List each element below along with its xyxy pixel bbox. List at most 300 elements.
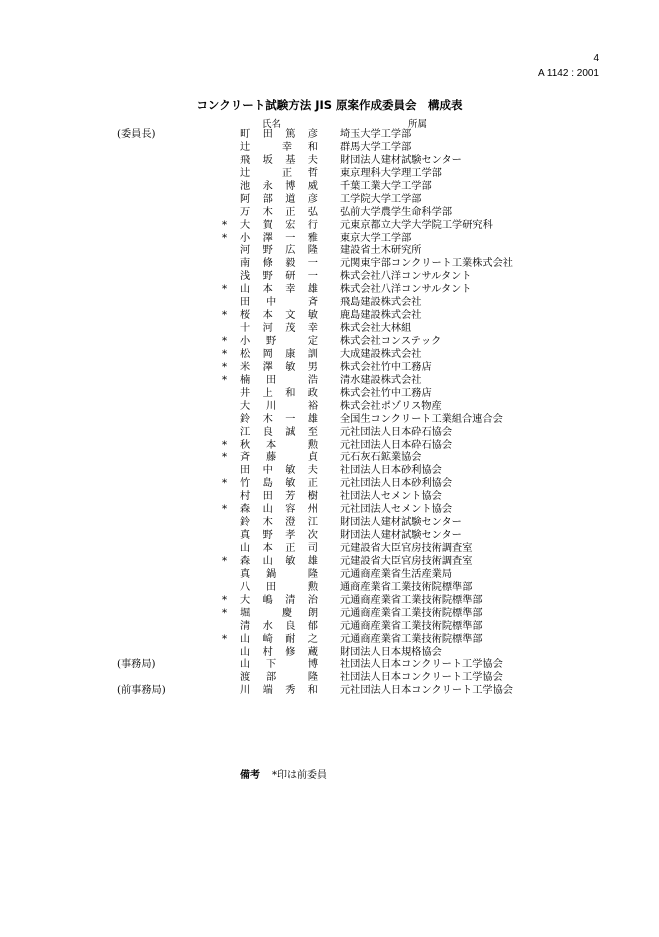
member-name	[240, 220, 318, 233]
member-name-char: 隆	[307, 245, 318, 257]
member-name-char: 良	[285, 620, 296, 632]
former-member-mark: *	[222, 348, 228, 360]
member-affiliation: 社団法人日本コンクリート工学協会	[340, 659, 503, 671]
member-affiliation: 社団法人日本砂利協会	[340, 465, 442, 477]
member-affiliation: 建設省土木研究所	[340, 245, 422, 257]
member-name	[240, 297, 318, 310]
member-row	[0, 297, 659, 310]
member-role: (前事務局)	[117, 685, 166, 697]
member-name	[240, 569, 318, 582]
member-name	[240, 375, 318, 388]
member-name-char: 鈴	[240, 413, 251, 425]
member-name	[240, 336, 318, 349]
member-name-char: 阿	[240, 193, 251, 205]
member-name-char: 耐	[285, 633, 296, 645]
member-name	[240, 659, 318, 672]
member-name-char: 政	[307, 387, 318, 399]
member-name-char: 夫	[307, 154, 318, 166]
member-affiliation: 株式会社ポゾリス物産	[340, 400, 442, 412]
member-name-char: 本	[262, 543, 273, 554]
member-row	[0, 440, 659, 453]
member-name-char: 村	[262, 646, 273, 658]
member-name-char: 敏	[285, 555, 296, 567]
member-name-char: 川	[240, 685, 251, 697]
member-row	[0, 556, 659, 569]
member-name-char: 永	[262, 180, 273, 192]
member-affiliation: 元通商産業省生活産業局	[340, 568, 453, 580]
member-name-char: 江	[307, 517, 318, 529]
member-name-char: 宏	[285, 219, 296, 231]
member-affiliation: 財団法人日本規格協会	[340, 646, 442, 658]
member-name-char: 毅	[285, 258, 296, 270]
member-name	[240, 323, 318, 336]
member-name-char: 夫	[307, 465, 318, 477]
member-row	[0, 349, 659, 362]
member-affiliation: 元社団法人セメント協会	[340, 504, 453, 516]
member-affiliation: 弘前大学農学生命科学部	[340, 206, 453, 218]
member-name	[240, 388, 318, 401]
member-name-char: 慶	[281, 607, 292, 619]
remarks-label: 備考	[240, 770, 260, 781]
member-name	[240, 465, 318, 478]
member-row	[0, 478, 659, 491]
member-name-char: 山	[262, 555, 273, 567]
member-name-char: 幸	[285, 284, 296, 296]
member-name-char: 斉	[240, 452, 251, 464]
member-name-char: 坂	[262, 154, 273, 166]
member-name-char: 真	[240, 530, 251, 542]
member-name-char: 本	[262, 310, 273, 322]
member-name-char: 堀	[240, 607, 251, 619]
member-name-char: 敏	[307, 310, 318, 322]
member-row	[0, 569, 659, 582]
column-header-name: 氏名	[262, 119, 282, 130]
member-name-char: 雅	[307, 232, 318, 244]
former-member-mark: *	[222, 452, 228, 464]
member-name-char: 澤	[262, 232, 273, 244]
member-name-char: 芳	[285, 491, 296, 503]
member-row	[0, 362, 659, 375]
member-name-char: 幸	[307, 323, 318, 335]
member-name	[240, 608, 318, 621]
member-name-char: 桜	[240, 310, 251, 322]
member-name	[240, 491, 318, 504]
member-row	[0, 284, 659, 297]
member-name-char: 行	[307, 219, 318, 231]
former-member-mark: *	[222, 594, 228, 606]
member-name-char: 彦	[307, 193, 318, 205]
member-affiliation: 全国生コンクリート工業組合連合会	[340, 413, 503, 425]
remarks	[240, 766, 327, 781]
member-name	[240, 582, 318, 595]
member-name-char: 博	[285, 180, 296, 192]
member-name	[240, 181, 318, 194]
member-name-char: 島	[262, 478, 273, 490]
member-name-char: 之	[307, 633, 318, 645]
member-name-char: 田	[240, 465, 251, 477]
member-name	[240, 530, 318, 543]
member-row	[0, 659, 659, 672]
member-name-char: 博	[307, 659, 318, 671]
member-name-char: 澄	[285, 517, 296, 529]
member-affiliation: 工学院大学工学部	[340, 193, 422, 205]
member-name-char: 朗	[307, 607, 318, 619]
member-row	[0, 233, 659, 246]
member-name	[240, 621, 318, 634]
member-affiliation: 飛島建設株式会社	[340, 297, 422, 309]
member-name-char: 田	[240, 297, 251, 309]
member-row	[0, 517, 659, 530]
member-name-char: 敏	[285, 465, 296, 477]
member-name	[240, 271, 318, 284]
member-name-char: 水	[262, 620, 273, 632]
member-name-char: 孝	[285, 530, 296, 542]
member-affiliation: 財団法人建材試験センター	[340, 530, 462, 542]
member-name-char: 樹	[307, 491, 318, 503]
member-affiliation: 株式会社竹中工務店	[340, 361, 432, 373]
member-row	[0, 220, 659, 233]
member-name	[240, 452, 318, 465]
member-row	[0, 336, 659, 349]
member-affiliation: 財団法人建材試験センター	[340, 154, 462, 166]
member-name-char: 野	[262, 271, 273, 283]
member-name-char: 基	[285, 154, 296, 166]
member-name-char: 次	[307, 530, 318, 542]
member-name-char: 一	[307, 271, 318, 283]
member-affiliation: 東京理科大学理工学部	[340, 167, 442, 179]
member-row	[0, 427, 659, 440]
member-row	[0, 245, 659, 258]
former-member-mark: *	[222, 310, 228, 322]
former-member-mark: *	[222, 219, 228, 231]
member-name-char: 容	[285, 504, 296, 516]
member-name-char: 隆	[307, 672, 318, 684]
former-member-mark: *	[222, 555, 228, 567]
member-affiliation: 株式会社八洋コンサルタント	[340, 271, 472, 283]
page-title: コンクリート試験方法 JIS 原案作成委員会 構成表	[196, 98, 463, 112]
member-role: (委員長)	[117, 129, 156, 140]
member-affiliation: 元社団法人日本コンクリート工学協会	[340, 685, 513, 697]
member-name-char: 八	[240, 581, 251, 593]
member-affiliation: 元関東宇部コンクリート工業株式会社	[340, 258, 513, 270]
member-affiliation: 清水建設株式会社	[340, 374, 422, 386]
member-name-char: 良	[262, 426, 273, 438]
member-name-char: 一	[285, 413, 296, 425]
member-name-char: 雄	[307, 413, 318, 425]
member-name-char: 鈴	[240, 517, 251, 529]
member-name-char: 村	[240, 491, 251, 503]
member-row	[0, 155, 659, 168]
member-name-char: 田	[262, 129, 273, 140]
member-name-char: 藤	[266, 452, 277, 464]
member-row	[0, 595, 659, 608]
member-affiliation: 財団法人建材試験センター	[340, 517, 462, 529]
remarks-text: *印は前委員	[272, 770, 327, 781]
member-name	[240, 142, 318, 155]
member-name	[240, 440, 318, 453]
member-name-char: 十	[240, 323, 251, 335]
member-name-char: 雄	[307, 284, 318, 296]
member-affiliation: 元通商産業省工業技術院標準部	[340, 594, 483, 606]
member-name-char: 至	[307, 426, 318, 438]
former-member-mark: *	[222, 374, 228, 386]
member-name-char: 辻	[240, 141, 251, 153]
member-name-char: 池	[240, 180, 251, 192]
member-name-char: 小	[240, 336, 251, 347]
member-name-char: 本	[266, 439, 277, 451]
member-name-char: 雄	[307, 555, 318, 567]
member-affiliation: 元通商産業省工業技術院標準部	[340, 607, 483, 619]
member-name-char: 田	[266, 374, 277, 386]
member-name-char: 茂	[285, 323, 296, 335]
member-name-char: 南	[240, 258, 251, 270]
member-name-char: 町	[240, 129, 251, 140]
member-row	[0, 452, 659, 465]
member-row	[0, 491, 659, 504]
member-name-char: 米	[240, 361, 251, 373]
member-row	[0, 672, 659, 685]
member-name-char: 森	[240, 504, 251, 516]
member-name-char: 和	[307, 141, 318, 153]
column-header-affiliation: 所属	[408, 119, 428, 130]
member-affiliation: 株式会社大林組	[340, 323, 412, 335]
member-name-char: 河	[262, 323, 273, 335]
member-name-char: 山	[240, 633, 251, 645]
member-name-char: 田	[266, 581, 277, 593]
member-name-char: 清	[285, 594, 296, 606]
member-name	[240, 634, 318, 647]
former-member-mark: *	[222, 478, 228, 490]
member-name-char: 貞	[307, 452, 318, 464]
member-affiliation: 鹿島建設株式会社	[340, 310, 422, 322]
member-name-char: 康	[285, 348, 296, 360]
member-affiliation: 東京大学工学部	[340, 232, 412, 244]
member-affiliation: 社団法人セメント協会	[340, 491, 442, 503]
member-name-char: 研	[285, 271, 296, 283]
member-name-char: 川	[266, 400, 277, 412]
member-name-char: 江	[240, 426, 251, 438]
member-name-char: 山	[240, 646, 251, 658]
member-name-char: 和	[285, 387, 296, 399]
member-name-char: 敏	[285, 478, 296, 490]
member-name-char: 小	[240, 232, 251, 244]
member-name-char: 弘	[307, 206, 318, 218]
former-member-mark: *	[222, 633, 228, 645]
member-name-char: 木	[262, 517, 273, 529]
member-role: (事務局)	[117, 659, 156, 671]
member-name-char: 森	[240, 555, 251, 567]
member-name-char: 正	[285, 543, 296, 554]
member-name-char: 澤	[262, 361, 273, 373]
member-name-char: 楠	[240, 374, 251, 386]
member-affiliation: 株式会社竹中工務店	[340, 387, 432, 399]
member-row	[0, 194, 659, 207]
member-affiliation: 元社団法人日本砂利協会	[340, 478, 453, 490]
member-row	[0, 271, 659, 284]
member-name-char: 秀	[285, 685, 296, 697]
member-name-char: 野	[266, 336, 277, 347]
member-row	[0, 465, 659, 478]
member-name-char: 彦	[307, 129, 318, 140]
member-affiliation: 元石灰石鉱業協会	[340, 452, 422, 464]
member-name-char: 端	[262, 685, 273, 697]
member-affiliation: 千葉工業大学工学部	[340, 180, 432, 192]
member-affiliation: 株式会社コンステック	[340, 336, 442, 347]
member-name-char: 男	[307, 361, 318, 373]
member-name-char: 中	[266, 297, 277, 309]
member-row	[0, 207, 659, 220]
member-name	[240, 556, 318, 569]
member-name-char: 岡	[262, 348, 273, 360]
member-name-char: 山	[240, 284, 251, 296]
member-name-char: 真	[240, 568, 251, 580]
member-name	[240, 194, 318, 207]
member-name	[240, 310, 318, 323]
member-name-char: 正	[281, 167, 292, 179]
member-name-char: 本	[262, 284, 273, 296]
member-name-char: 河	[240, 245, 251, 257]
member-name-char: 條	[262, 258, 273, 270]
member-row	[0, 608, 659, 621]
member-name-char: 威	[307, 180, 318, 192]
member-affiliation: 元社団法人日本砕石協会	[340, 426, 453, 438]
member-name	[240, 207, 318, 220]
member-name-char: 木	[262, 413, 273, 425]
member-name	[240, 543, 318, 556]
member-affiliation: 群馬大学工学部	[340, 141, 412, 153]
member-affiliation: 埼玉大学工学部	[340, 129, 412, 140]
member-name	[240, 672, 318, 685]
member-name-char: 松	[240, 348, 251, 360]
member-row	[0, 401, 659, 414]
member-row	[0, 582, 659, 595]
member-name-char: 正	[307, 478, 318, 490]
member-name-char: 幸	[281, 141, 292, 153]
member-name-char: 文	[285, 310, 296, 322]
member-name-char: 渡	[240, 672, 251, 684]
member-name-char: 広	[285, 245, 296, 257]
member-name-char: 斉	[307, 297, 318, 309]
member-row	[0, 543, 659, 556]
member-name-char: 篤	[285, 129, 296, 140]
member-affiliation: 大成建設株式会社	[340, 348, 422, 360]
member-name-char: 木	[262, 206, 273, 218]
member-name-char: 鍋	[266, 568, 277, 580]
member-row	[0, 168, 659, 181]
member-name-char: 部	[262, 193, 273, 205]
member-row	[0, 530, 659, 543]
member-name	[240, 233, 318, 246]
member-name	[240, 595, 318, 608]
member-name-char: 隆	[307, 568, 318, 580]
member-name	[240, 414, 318, 427]
member-row	[0, 310, 659, 323]
member-name	[240, 685, 318, 698]
member-name-char: 浩	[307, 374, 318, 386]
member-name-char: 清	[240, 620, 251, 632]
former-member-mark: *	[222, 607, 228, 619]
member-affiliation: 元通商産業省工業技術院標準部	[340, 633, 483, 645]
member-affiliation: 元建設省大臣官房技術調査室	[340, 555, 473, 567]
member-name-char: 定	[307, 336, 318, 347]
member-name-char: 上	[262, 387, 273, 399]
member-row	[0, 504, 659, 517]
member-name-char: 飛	[240, 154, 251, 166]
member-row	[0, 142, 659, 155]
member-row	[0, 388, 659, 401]
document-id: A 1142 : 2001	[538, 68, 599, 79]
member-list	[0, 129, 659, 698]
member-row	[0, 258, 659, 271]
member-name-char: 哲	[307, 167, 318, 179]
member-row	[0, 621, 659, 634]
member-name-char: 崎	[262, 633, 273, 645]
member-row	[0, 323, 659, 336]
member-name	[240, 401, 318, 414]
member-name-char: 大	[240, 219, 251, 231]
member-name-char: 賀	[262, 219, 273, 231]
member-name-char: 和	[307, 685, 318, 697]
member-affiliation: 元社団法人日本砕石協会	[340, 439, 453, 451]
member-name-char: 訓	[307, 348, 318, 360]
member-name	[240, 504, 318, 517]
member-name-char: 嶋	[262, 594, 273, 606]
former-member-mark: *	[222, 232, 228, 244]
member-row	[0, 181, 659, 194]
former-member-mark: *	[222, 361, 228, 373]
member-name-char: 野	[262, 530, 273, 542]
member-name-char: 郁	[307, 620, 318, 632]
member-name	[240, 258, 318, 271]
member-name	[240, 647, 318, 660]
member-name-char: 中	[262, 465, 273, 477]
member-name-char: 大	[240, 400, 251, 412]
member-affiliation: 株式会社八洋コンサルタント	[340, 284, 472, 296]
member-name-char: 敏	[285, 361, 296, 373]
member-name-char: 竹	[240, 478, 251, 490]
member-affiliation: 元東京都立大学大学院工学研究科	[340, 219, 493, 231]
member-name-char: 一	[307, 258, 318, 270]
member-name-char: 万	[240, 206, 251, 218]
member-name	[240, 478, 318, 491]
member-name-char: 野	[262, 245, 273, 257]
member-name	[240, 517, 318, 530]
member-name	[240, 129, 318, 142]
member-row	[0, 414, 659, 427]
member-affiliation: 元建設省大臣官房技術調査室	[340, 543, 473, 554]
former-member-mark: *	[222, 336, 228, 347]
former-member-mark: *	[222, 439, 228, 451]
member-name-char: 勲	[307, 581, 318, 593]
member-name	[240, 349, 318, 362]
member-name-char: 誠	[285, 426, 296, 438]
member-row	[0, 634, 659, 647]
member-name-char: 裕	[307, 400, 318, 412]
page-number: 4	[593, 53, 599, 64]
member-name	[240, 427, 318, 440]
member-affiliation: 通商産業省工業技術院標準部	[340, 581, 473, 593]
member-name-char: 山	[262, 504, 273, 516]
member-name-char: 治	[307, 594, 318, 606]
member-name	[240, 362, 318, 375]
former-member-mark: *	[222, 504, 228, 516]
member-name-char: 蔵	[307, 646, 318, 658]
member-name-char: 辻	[240, 167, 251, 179]
member-name-char: 山	[240, 659, 251, 671]
member-name-char: 道	[285, 193, 296, 205]
member-row	[0, 685, 659, 698]
member-name	[240, 155, 318, 168]
